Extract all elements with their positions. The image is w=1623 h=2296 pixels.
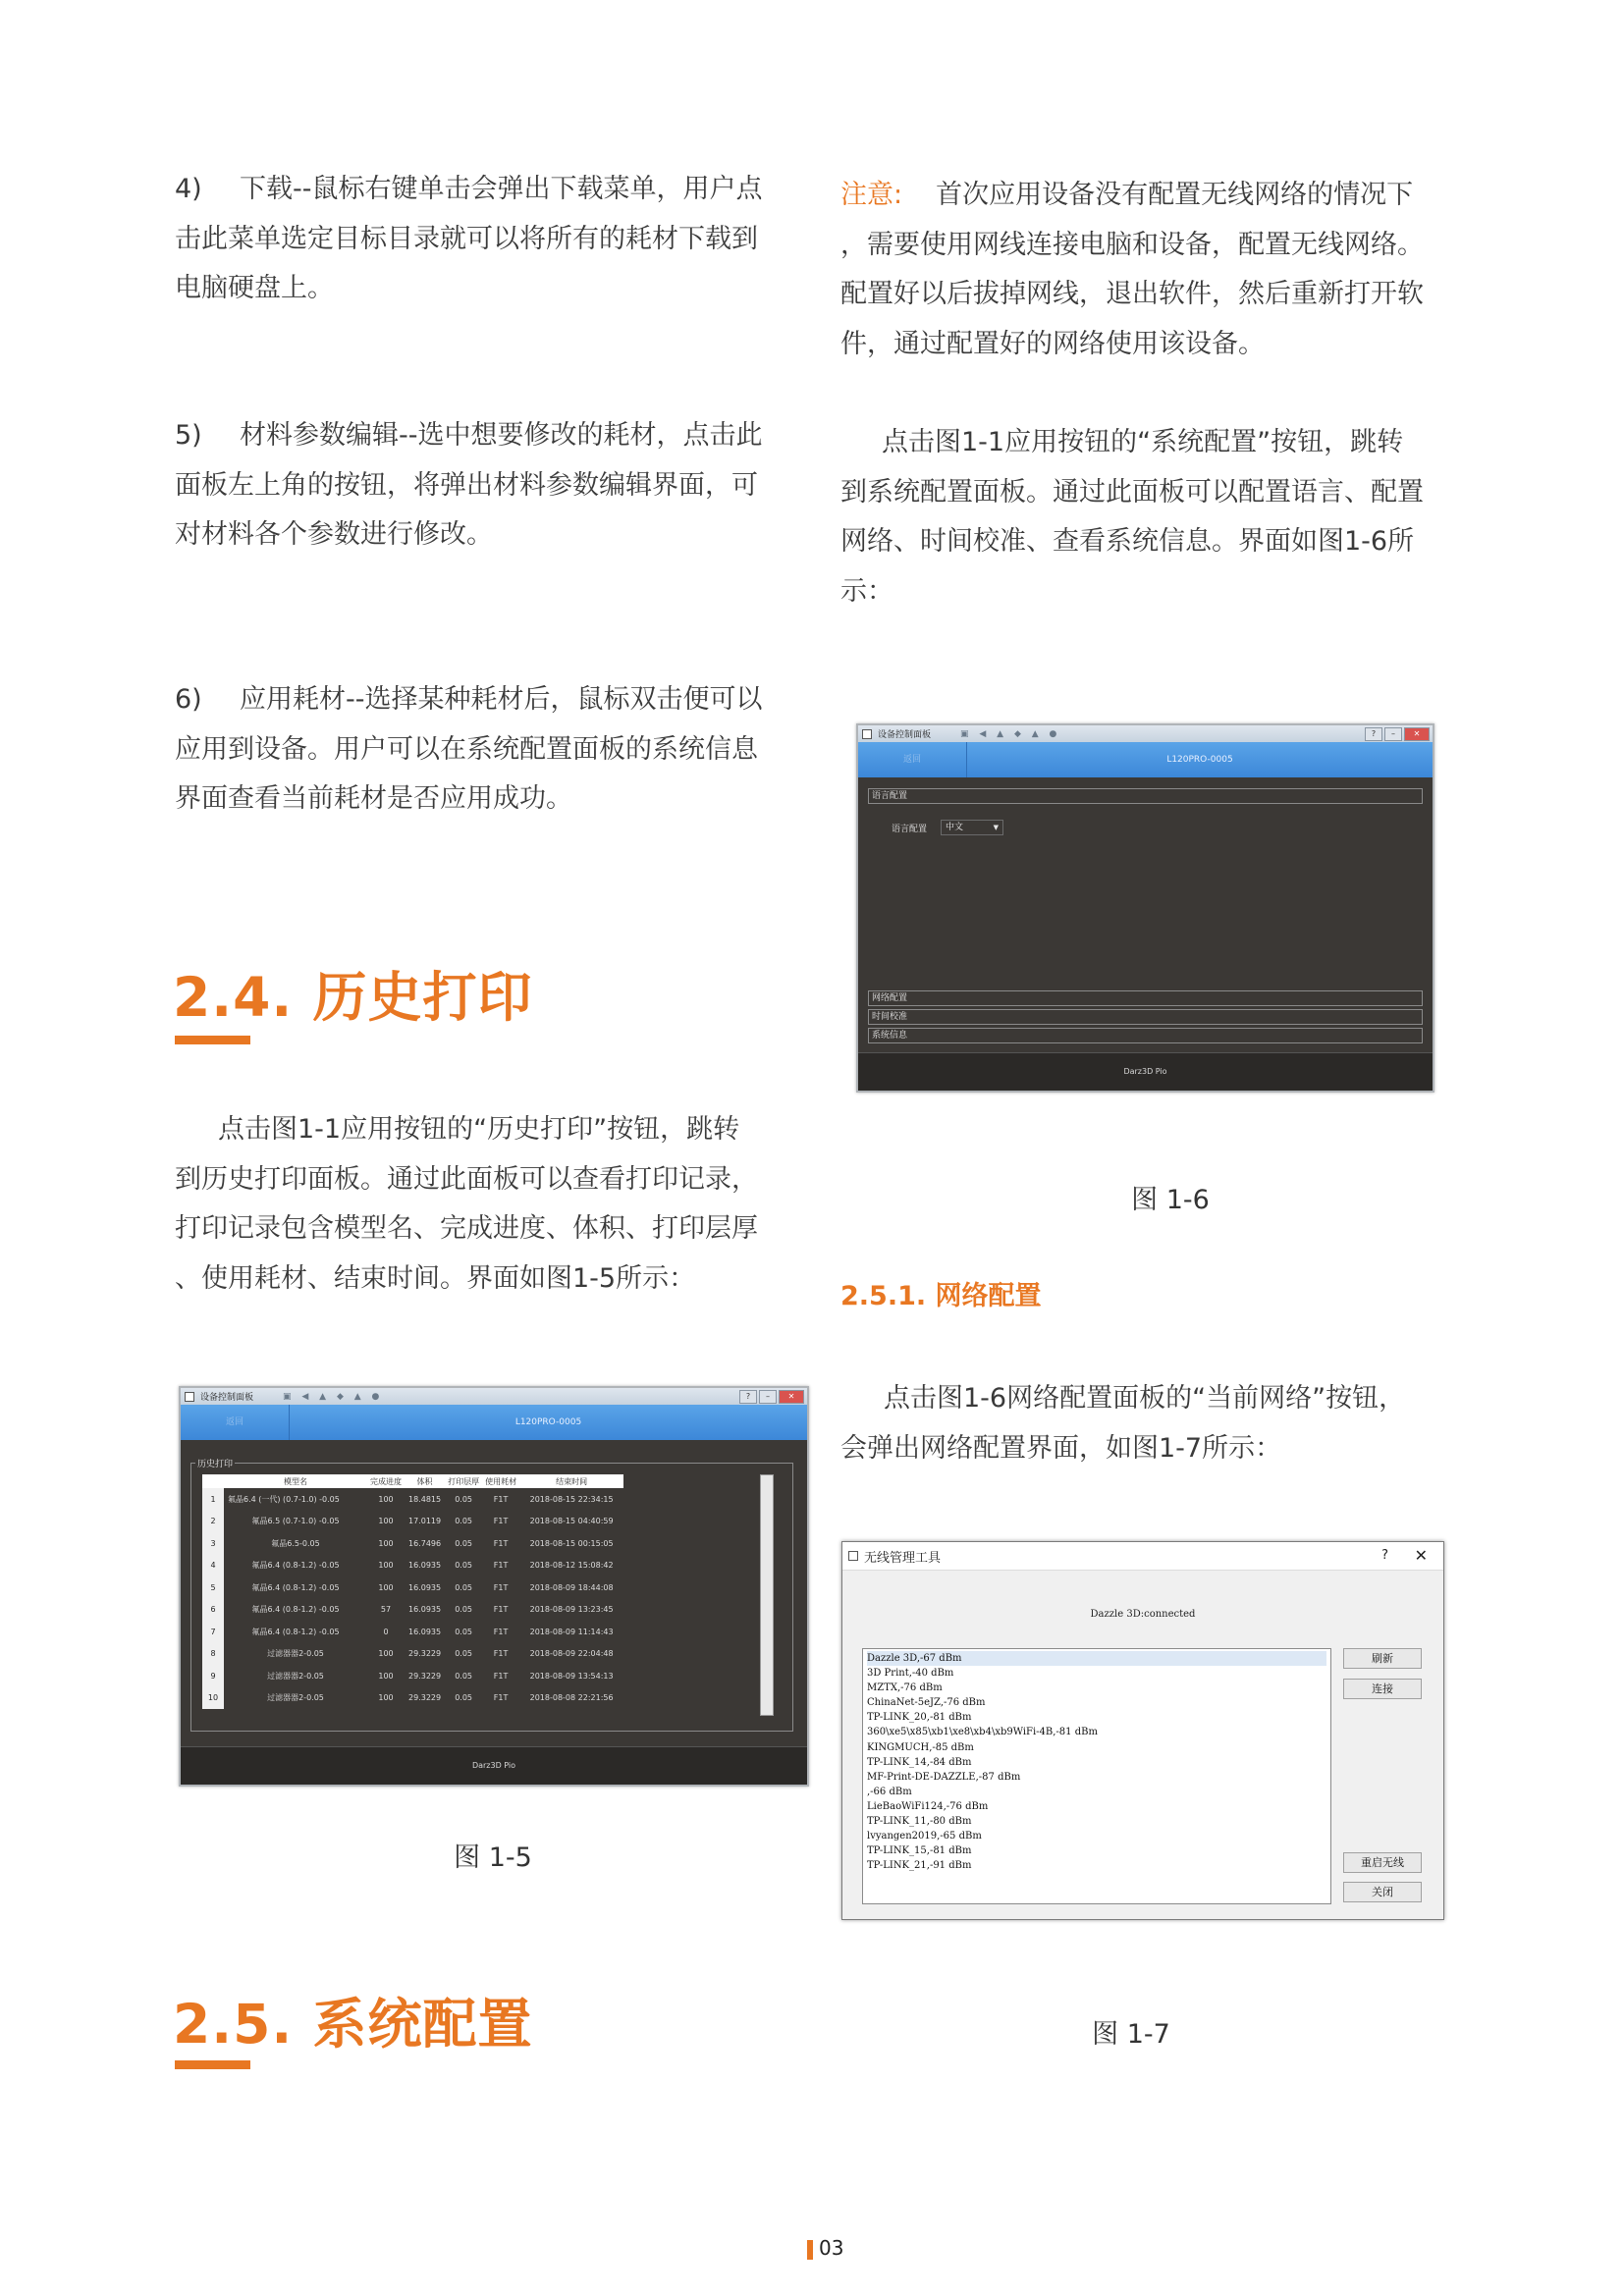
table-cell: 16.0935 — [408, 1561, 442, 1571]
table-cell: 0 — [383, 1627, 389, 1636]
table-cell: 100 — [378, 1561, 394, 1571]
para-line: 、使用耗材、结束时间。界面如图1-5所示： — [175, 1262, 696, 1294]
list-item[interactable]: Dazzle 3D,-67 dBm — [867, 1651, 1326, 1666]
table-cell: 2018-08-15 04:40:59 — [529, 1517, 614, 1526]
table-row[interactable] — [202, 1599, 623, 1622]
table-cell: 16.7496 — [408, 1538, 442, 1548]
table-cell: 29.3229 — [408, 1649, 442, 1659]
note-label: 注意: — [840, 180, 903, 210]
item-number: 4) — [175, 174, 202, 204]
heading-underline — [175, 2060, 250, 2069]
window-title: 设备控制面板 — [200, 1393, 254, 1403]
item-text-line: 材料参数编辑--选中想要修改的耗材，点击此 — [240, 420, 763, 451]
table-cell: F1T — [493, 1605, 509, 1615]
table-row[interactable] — [202, 1532, 623, 1555]
table-cell: 0.05 — [455, 1649, 472, 1659]
list-item[interactable]: ChinaNet-5eJZ,-76 dBm — [867, 1697, 986, 1709]
window-footer: Darz3D Pio — [181, 1746, 807, 1785]
network-list[interactable] — [862, 1648, 1331, 1904]
system-info-header[interactable]: 系统信息 — [868, 1028, 1423, 1043]
table-cell: 0.05 — [455, 1561, 472, 1571]
para-line: 到系统配置面板。通过此面板可以配置语言、配置 — [840, 476, 1424, 507]
item-text-line: 对材料各个参数进行修改。 — [175, 519, 493, 550]
list-item[interactable]: TP-LINK_21,-91 dBm — [867, 1860, 972, 1872]
wireless-manager-dialog — [841, 1541, 1444, 1920]
row-number: 9 — [202, 1665, 224, 1687]
para-line: 打印记录包含模型名、完成进度、体积、打印层厚 — [175, 1213, 758, 1244]
para-line: 配置好以后拔掉网线，退出软件，然后重新打开软 — [840, 279, 1424, 309]
item-text-line: 应用到设备。用户可以在系统配置面板的系统信息 — [175, 733, 758, 765]
table-cell: 氟晶6.4 (0.8-1.2) -0.05 — [251, 1627, 340, 1636]
figure-caption-1-6: 图 1-6 — [1131, 1185, 1210, 1215]
table-cell: 过滤器器2-0.05 — [267, 1671, 324, 1681]
table-cell: 氟晶6.4 (一代) (0.7-1.0) -0.05 — [228, 1494, 340, 1504]
table-cell: 氟晶6.4 (0.8-1.2) -0.05 — [251, 1582, 340, 1592]
system-config-window — [856, 723, 1434, 1093]
list-item[interactable]: MF-Print-DE-DAZZLE,-87 dBm — [867, 1771, 1021, 1783]
table-cell: 2018-08-09 13:23:45 — [529, 1605, 614, 1615]
table-row[interactable] — [202, 1488, 623, 1511]
table-cell: 氟晶6.4 (0.8-1.2) -0.05 — [251, 1561, 340, 1571]
table-cell: 16.0935 — [408, 1627, 442, 1636]
help-icon[interactable]: ? — [1381, 1548, 1388, 1563]
table-cell: 16.0935 — [408, 1582, 442, 1592]
table-cell: 57 — [380, 1605, 392, 1615]
para-line: ，需要使用网线连接电脑和设备，配置无线网络。 — [840, 229, 1424, 260]
table-cell: 2018-08-09 22:04:48 — [529, 1649, 614, 1659]
table-cell: 2018-08-09 18:44:08 — [529, 1582, 614, 1592]
app-icon — [185, 1392, 194, 1402]
restart-wireless-button[interactable]: 重启无线 — [1343, 1852, 1422, 1873]
table-cell: 29.3229 — [408, 1671, 442, 1681]
table-cell: F1T — [493, 1627, 509, 1636]
table-cell: 100 — [378, 1693, 394, 1703]
heading-network-config: 2.5.1. 网络配置 — [840, 1281, 1042, 1311]
column-header[interactable]: 打印层厚 — [445, 1474, 482, 1488]
network-config-header[interactable]: 网络配置 — [868, 990, 1423, 1006]
header-bar — [858, 742, 1433, 777]
table-cell: 100 — [378, 1494, 394, 1504]
window-controls — [1365, 727, 1430, 741]
connect-button[interactable]: 连接 — [1343, 1679, 1422, 1699]
table-cell: 16.0935 — [408, 1605, 442, 1615]
table-row[interactable] — [202, 1621, 623, 1643]
minimize-icon[interactable]: – — [1384, 727, 1402, 741]
table-row[interactable] — [202, 1555, 623, 1577]
table-cell: 100 — [378, 1671, 394, 1681]
header-rownum — [202, 1474, 224, 1488]
para-line: 件，通过配置好的网络使用该设备。 — [840, 328, 1265, 359]
table-cell: 0.05 — [455, 1517, 472, 1526]
row-number: 7 — [202, 1621, 224, 1643]
minimize-icon[interactable]: – — [759, 1390, 777, 1404]
column-header[interactable]: 使用耗材 — [482, 1474, 519, 1488]
column-header[interactable]: 结束时间 — [519, 1474, 623, 1488]
language-select-value: 中文 — [946, 823, 964, 832]
system-config-paragraph — [840, 418, 1469, 616]
row-number: 10 — [202, 1687, 224, 1710]
page-number — [807, 2236, 843, 2260]
window-titlebar — [181, 1388, 807, 1405]
heading-underline — [175, 1036, 250, 1044]
group-label: 历史打印 — [195, 1457, 235, 1469]
table-cell: 0.05 — [455, 1494, 472, 1504]
device-id: L120PRO-0005 — [1166, 755, 1233, 765]
table-cell: 0.05 — [455, 1582, 472, 1592]
table-cell: 0.05 — [455, 1671, 472, 1681]
window-footer: Darz3D Pio — [858, 1052, 1433, 1091]
item-text-line: 电脑硬盘上。 — [175, 273, 334, 303]
connection-status: Dazzle 3D:connected — [1090, 1609, 1196, 1620]
table-cell: 过滤器器2-0.05 — [267, 1693, 324, 1703]
column-header[interactable]: 模型名 — [224, 1474, 367, 1488]
table-cell: 氟晶6.4 (0.8-1.2) -0.05 — [251, 1605, 340, 1615]
item-text-line: 面板左上角的按钮，将弹出材料参数编辑界面，可 — [175, 469, 758, 501]
item-number: 6) — [175, 684, 202, 715]
para-line: 会弹出网络配置界面，如图1-7所示： — [840, 1432, 1282, 1464]
table-cell: 17.0119 — [408, 1517, 442, 1526]
table-cell: 2018-08-15 22:34:15 — [529, 1494, 614, 1504]
heading-system-config: 2.5. 系统配置 — [173, 1993, 533, 2056]
history-paragraph — [175, 1105, 803, 1304]
close-icon[interactable]: ✕ — [1404, 727, 1430, 741]
list-item[interactable]: ,-66 dBm — [867, 1786, 912, 1797]
list-item[interactable]: TP-LINK_15,-81 dBm — [867, 1845, 972, 1857]
refresh-button[interactable]: 刷新 — [1343, 1648, 1422, 1669]
table-cell: F1T — [493, 1693, 509, 1703]
table-body — [202, 1488, 623, 1709]
table-cell: 2018-08-12 15:08:42 — [529, 1561, 614, 1571]
table-row[interactable] — [202, 1576, 623, 1599]
item-text-line: 界面查看当前耗材是否应用成功。 — [175, 783, 572, 814]
chevron-down-icon: ▼ — [993, 824, 999, 831]
table-header — [202, 1474, 623, 1488]
table-cell: 2018-08-15 00:15:05 — [529, 1538, 614, 1548]
list-item[interactable]: TP-LINK_20,-81 dBm — [867, 1712, 972, 1724]
table-cell: 0.05 — [455, 1538, 472, 1548]
table-cell: F1T — [493, 1538, 509, 1548]
history-print-window — [179, 1386, 809, 1787]
language-select[interactable] — [941, 820, 1003, 835]
table-cell: 100 — [378, 1538, 394, 1548]
help-icon[interactable]: ? — [1365, 727, 1382, 741]
table-cell: 100 — [378, 1517, 394, 1526]
device-id: L120PRO-0005 — [514, 1417, 582, 1427]
dialog-titlebar — [842, 1542, 1443, 1571]
page-number-marker — [807, 2240, 813, 2260]
dialog-title: 无线管理工具 — [864, 1550, 942, 1566]
list-item-6 — [175, 675, 803, 825]
column-header[interactable]: 体积 — [405, 1474, 445, 1488]
time-calibration-header[interactable]: 时间校准 — [868, 1009, 1423, 1025]
table-cell: F1T — [493, 1649, 509, 1659]
app-icon — [848, 1551, 858, 1561]
table-cell: 0.05 — [455, 1627, 472, 1636]
para-line: 点击图1-1应用按钮的“系统配置”按钮，跳转 — [882, 427, 1404, 457]
list-item[interactable]: TP-LINK_11,-80 dBm — [867, 1816, 972, 1828]
figure-caption-1-5: 图 1-5 — [454, 1842, 532, 1873]
table-cell: F1T — [493, 1494, 509, 1504]
row-number: 4 — [202, 1555, 224, 1577]
list-item[interactable]: MZTX,-76 dBm — [867, 1682, 943, 1694]
window-titlebar — [858, 725, 1433, 742]
back-tab[interactable]: 返回 — [858, 742, 967, 777]
header-bar — [181, 1405, 807, 1440]
table-cell: 2018-08-09 13:54:13 — [529, 1671, 614, 1681]
table-row[interactable] — [202, 1511, 623, 1533]
table-cell: 2018-08-09 11:14:43 — [529, 1627, 614, 1636]
language-label: 语言配置 — [892, 825, 928, 834]
table-cell: 100 — [378, 1649, 394, 1659]
item-text-line: 应用耗材--选择某种耗材后，鼠标双击便可以 — [240, 684, 763, 715]
table-cell: F1T — [493, 1671, 509, 1681]
language-group-header[interactable]: 语言配置 — [868, 788, 1423, 804]
table-row[interactable] — [202, 1643, 623, 1666]
help-icon[interactable]: ? — [739, 1390, 757, 1404]
history-table — [202, 1474, 623, 1709]
window-controls — [739, 1390, 804, 1404]
item-number: 5) — [175, 420, 202, 451]
note-paragraph — [840, 171, 1469, 369]
close-icon[interactable]: ✕ — [1414, 1546, 1428, 1565]
row-number: 2 — [202, 1511, 224, 1533]
table-cell: 氟晶6.5-0.05 — [271, 1538, 320, 1548]
table-cell: F1T — [493, 1561, 509, 1571]
figure-caption-1-7: 图 1-7 — [1092, 2019, 1170, 2050]
quick-toolbar-icons: ▣ ◀ ▲ ◆ ▲ ● — [960, 728, 1061, 739]
table-cell: 29.3229 — [408, 1693, 442, 1703]
heading-history-print: 2.4. 历史打印 — [173, 966, 533, 1029]
network-paragraph — [840, 1374, 1469, 1473]
item-text-line: 下载--鼠标右键单击会弹出下载菜单，用户点 — [240, 174, 763, 204]
row-number: 6 — [202, 1599, 224, 1622]
column-header[interactable]: 完成进度 — [367, 1474, 405, 1488]
table-cell: 18.4815 — [408, 1494, 442, 1504]
page-number-text: 03 — [819, 2236, 844, 2260]
table-cell: F1T — [493, 1582, 509, 1592]
list-item[interactable]: 3D Print,-40 dBm — [867, 1668, 954, 1680]
table-cell: F1T — [493, 1517, 509, 1526]
list-item-5 — [175, 411, 803, 561]
list-item[interactable]: LieBaoWiFi124,-76 dBm — [867, 1800, 989, 1812]
para-line: 网络、时间校准、查看系统信息。界面如图1-6所 — [840, 526, 1415, 557]
list-item[interactable]: KINGMUCH,-85 dBm — [867, 1741, 974, 1753]
table-scrollbar[interactable] — [760, 1474, 774, 1716]
table-cell: 0.05 — [455, 1693, 472, 1703]
list-item-4 — [175, 165, 803, 314]
back-tab[interactable]: 返回 — [181, 1405, 290, 1440]
list-item[interactable]: TP-LINK_14,-84 dBm — [867, 1756, 972, 1768]
list-item[interactable]: lvyangen2019,-65 dBm — [867, 1831, 982, 1842]
para-line: 首次应用设备没有配置无线网络的情况下 — [936, 180, 1414, 210]
row-number: 8 — [202, 1643, 224, 1666]
list-item[interactable]: 360\xe5\x85\xb1\xe8\xb4\xb9WiFi-4B,-81 dBm — [867, 1727, 1098, 1738]
row-number: 1 — [202, 1488, 224, 1511]
close-button[interactable]: 关闭 — [1343, 1882, 1422, 1902]
table-cell: 氟晶6.5 (0.7-1.0) -0.05 — [251, 1517, 340, 1526]
table-cell: 100 — [378, 1582, 394, 1592]
para-line: 到历史打印面板。通过此面板可以查看打印记录， — [175, 1163, 758, 1195]
para-line: 示： — [840, 575, 893, 607]
para-line: 点击图1-1应用按钮的“历史打印”按钮，跳转 — [218, 1114, 740, 1145]
window-title: 设备控制面板 — [878, 730, 932, 740]
para-line: 点击图1-6网络配置面板的“当前网络”按钮， — [884, 1383, 1406, 1414]
table-row[interactable] — [202, 1665, 623, 1687]
app-icon — [862, 729, 872, 739]
close-icon[interactable]: ✕ — [779, 1390, 804, 1404]
table-cell: 0.05 — [455, 1605, 472, 1615]
row-number: 5 — [202, 1576, 224, 1599]
item-text-line: 击此菜单选定目标目录就可以将所有的耗材下载到 — [175, 223, 758, 254]
row-number: 3 — [202, 1532, 224, 1555]
quick-toolbar-icons: ▣ ◀ ▲ ◆ ▲ ● — [283, 1391, 384, 1402]
table-cell: 过滤器器2-0.05 — [267, 1649, 324, 1659]
table-cell: 2018-08-08 22:21:56 — [529, 1693, 614, 1703]
table-row[interactable] — [202, 1687, 623, 1710]
